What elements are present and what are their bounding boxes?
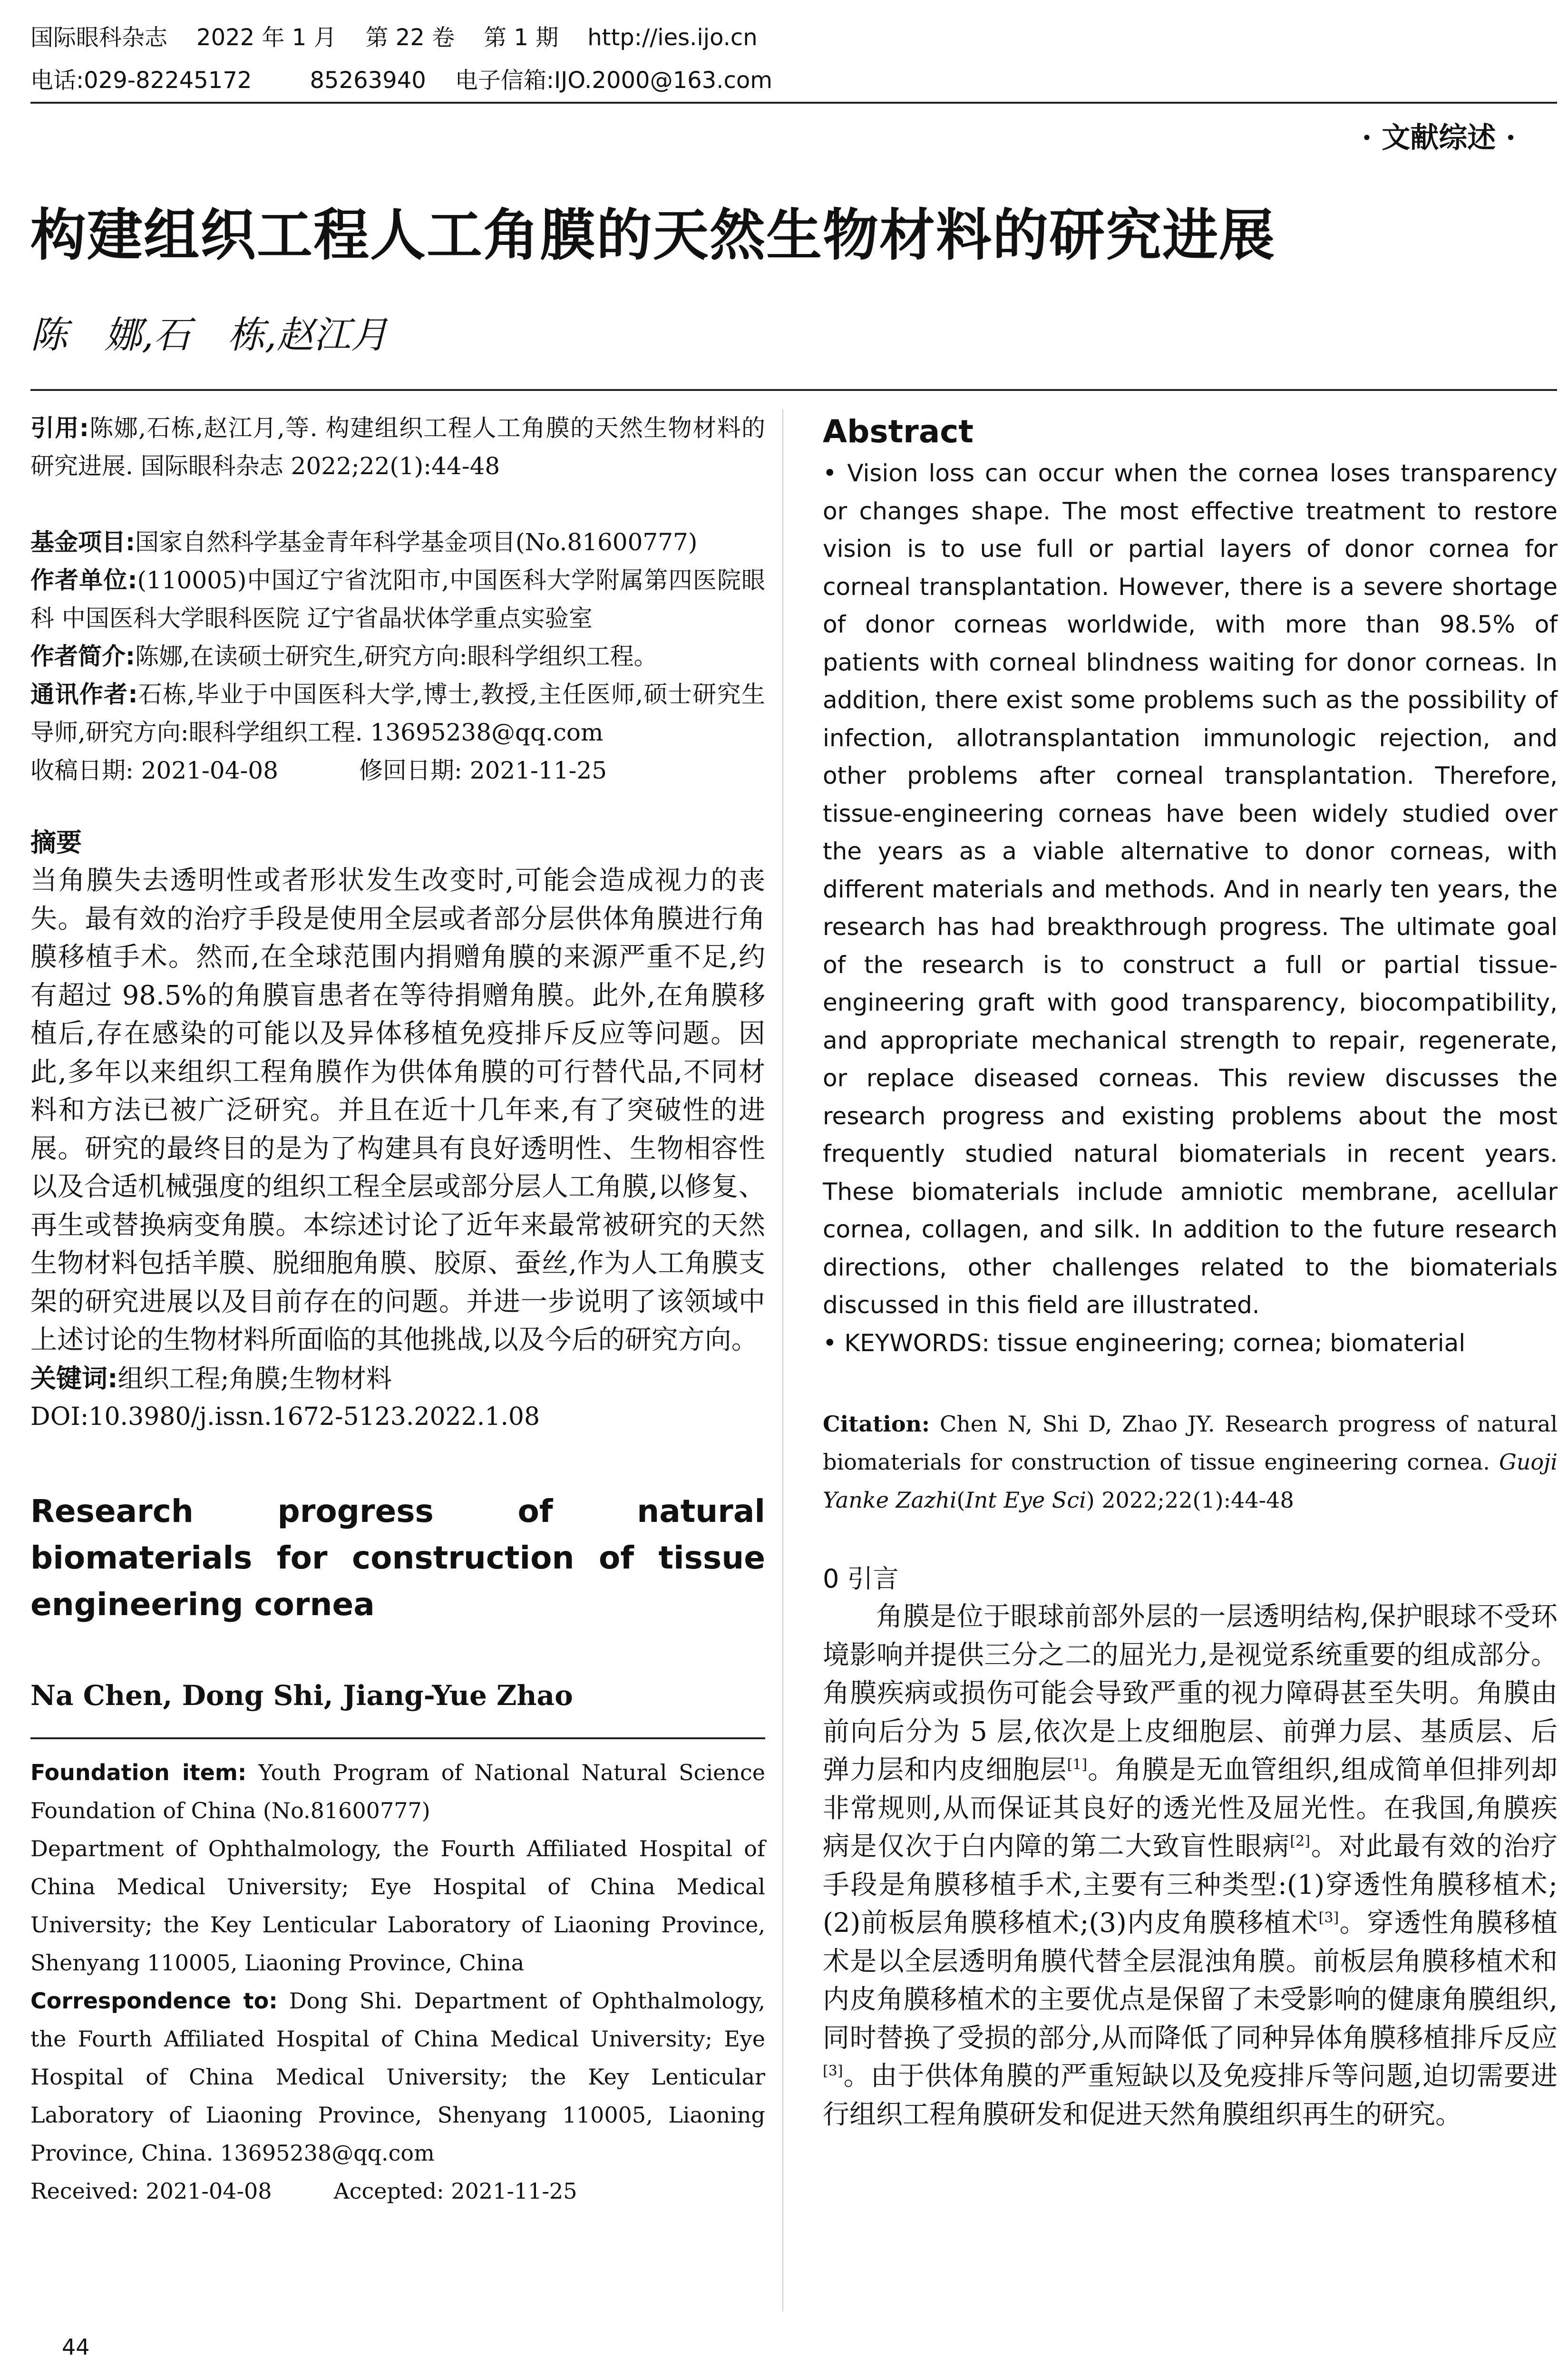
doi: DOI:10.3980/j.issn.1672-5123.2022.1.08: [30, 1402, 540, 1431]
column-divider: [782, 409, 783, 2311]
intro-text-2: 。角膜是无血管组织,组成简单但排列却非常规则,从而保证其良好的透光性及屈光性。在我国,角膜疾病是仅次于白内障的第二大致盲性眼病: [823, 1754, 1558, 1862]
cn-keywords-text: 组织工程;角膜;生物材料: [117, 1363, 392, 1393]
title-rule: [30, 389, 1557, 391]
en-citation: Citation: Chen N, Shi D, Zhao JY. Research progress of natural biomaterials for construction of tissue engineering cornea. Guoji Yanke Zazhi(Int Eye Sci) 2022;22(1):44-48: [823, 1411, 1558, 1513]
en-correspondence: [30, 1982, 765, 2172]
cn-fund-label: 基金项目:: [30, 528, 135, 556]
cn-unit: [30, 561, 765, 637]
en-authors: Na Chen, Dong Shi, Jiang-Yue Zhao: [30, 1679, 573, 1712]
en-title: Research progress of natural biomaterials for construction of tissue engineering cornea: [30, 1492, 765, 1623]
journal-header-line2: 电话:029-82245172 85263940 电子信箱:IJO.2000@163.com: [30, 67, 772, 94]
cn-unit-label: 作者单位:: [30, 566, 137, 594]
intro-text-3: 。对此最有效的治疗手段是角膜移植手术,主要有三种类型:(1)穿透性角膜移植术;(2)前板层角膜移植术;(3)内皮角膜移植术: [823, 1831, 1558, 1939]
header-rule: [30, 102, 1557, 104]
en-correspondence-text: Dong Shi. Department of Ophthalmology, the Fourth Affiliated Hospital of China Medical University; Eye Hospital of China Medical University; the Key Lenticular Laboratory of Liaoning Province, Shenyang 110005, Liaoning Province, China. 13695238@qq.com: [30, 1987, 765, 2166]
cn-revised-date: 修回日期: 2021-11-25: [359, 757, 607, 784]
ref-4: [3]: [823, 2063, 843, 2079]
intro-text-1: 角膜是位于眼球前部外层的一层透明结构,保护眼球不受环境影响并提供三分之二的屈光力,是视觉系统重要的组成部分。角膜疾病或损伤可能会导致严重的视力障碍甚至失明。角膜由前向后分为 5 层,依次是上皮细胞层、前弹力层、基质层、后弹力层和内皮细胞层: [823, 1601, 1558, 1785]
en-dates: [30, 2172, 765, 2210]
en-correspondence-label: Correspondence to:: [30, 1987, 278, 2014]
article-title: 构建组织工程人工角膜的天然生物材料的研究进展: [30, 203, 1276, 268]
en-department: Department of Ophthalmology, the Fourth Affiliated Hospital of China Medical University; Eye Hospital of China Medical University; the Key Lenticular Laboratory of Liaoning Province, Shenyang 110005, Liaoning Province, China: [30, 1835, 765, 1976]
intro-paragraph: [823, 1598, 1558, 2134]
section-tag: · 文献综述 ·: [1362, 121, 1516, 155]
cn-keywords-label: 关键词:: [30, 1363, 118, 1393]
cn-corr-label: 通讯作者:: [30, 681, 138, 708]
en-received-date: Received: 2021-04-08: [30, 2178, 272, 2204]
en-citation-journal: Guoji Yanke Zazhi: [823, 1449, 1558, 1513]
ref-2: [2]: [1290, 1833, 1310, 1850]
cn-fund-text: 国家自然科学基金青年科学基金项目(No.81600777): [135, 528, 698, 556]
en-abstract-heading: Abstract: [823, 413, 974, 450]
cn-received-date: 收稿日期: 2021-04-08: [30, 757, 279, 784]
intro-text-5: 。由于供体角膜的严重短缺以及免疫排斥等问题,迫切需要进行组织工程角膜研发和促进天然角膜组织再生的研究。: [823, 2061, 1558, 2130]
cn-citation: [30, 409, 765, 485]
cn-citation-label: 引用:: [30, 414, 89, 442]
en-foundation-label: Foundation item:: [30, 1759, 247, 1785]
en-citation-label: Citation:: [823, 1411, 930, 1437]
en-accepted-date: Accepted: 2021-11-25: [333, 2178, 577, 2204]
en-citation-journal-en: Int Eye Sci: [965, 1487, 1086, 1513]
page-number: 44: [62, 2334, 90, 2360]
ref-3: [3]: [1318, 1909, 1339, 1926]
journal-header-line1: 国际眼科杂志 2022 年 1 月 第 22 卷 第 1 期 http://ies.ijo.cn: [30, 24, 758, 51]
intro-heading: 0 引言: [823, 1564, 899, 1594]
cn-citation-text: 陈娜,石栋,赵江月,等. 构建组织工程人工角膜的天然生物材料的研究进展. 国际眼科杂志 2022;22(1):44-48: [30, 414, 765, 480]
en-citation-volume: ) 2022;22(1):44-48: [1086, 1487, 1294, 1513]
cn-abstract-heading: 摘要: [30, 828, 82, 857]
cn-correspondence: [30, 675, 765, 751]
cn-bio-label: 作者简介:: [30, 643, 135, 670]
cn-abstract-text: 当角膜失去透明性或者形状发生改变时,可能会造成视力的丧失。最有效的治疗手段是使用全层或者部分层供体角膜进行角膜移植手术。然而,在全球范围内捐赠角膜的来源严重不足,约有超过 98.5%的角膜盲患者在等待捐赠角膜。此外,在角膜移植后,存在感染的可能以及异体移植免疫排斥反应等问题。因此,多年以来组织工程角膜作为供体角膜的可行替代品,不同材料和方法已被广泛研究。并且在近十几年来,有了突破性的进展。研究的最终目的是为了构建具有良好透明性、生物相容性以及合适机械强度的组织工程全层或部分层人工角膜,以修复、再生或替换病变角膜。本综述讨论了近年来最常被研究的天然生物材料包括羊膜、脱细胞角膜、胶原、蚕丝,作为人工角膜支架的研究进展以及目前存在的问题。并进一步说明了该领域中上述讨论的生物材料所面临的其他挑战,以及今后的研究方向。: [30, 865, 765, 1355]
en-keywords: • KEYWORDS: tissue engineering; cornea; biomaterial: [823, 1329, 1466, 1357]
en-citation-text: Chen N, Shi D, Zhao JY. Research progress of natural biomaterials for construction of tissue engineering cornea.: [823, 1411, 1558, 1475]
cn-keywords: [30, 1360, 765, 1398]
cn-bio-text: 陈娜,在读硕士研究生,研究方向:眼科学组织工程。: [135, 643, 658, 670]
cn-fund: [30, 523, 765, 561]
right-column: [823, 409, 1558, 2134]
article-authors: 陈 娜,石 栋,赵江月: [30, 314, 388, 357]
cn-corr-text: 石栋,毕业于中国医科大学,博士,教授,主任医师,硕士研究生导师,研究方向:眼科学组织工程. 13695238@qq.com: [30, 681, 765, 746]
en-foundation: [30, 1754, 765, 1830]
cn-bio: [30, 637, 765, 675]
en-authors-rule: [30, 1737, 765, 1739]
cn-dates: [30, 751, 765, 789]
cn-unit-text: (110005)中国辽宁省沈阳市,中国医科大学附属第四医院眼科 中国医科大学眼科医院 辽宁省晶状体学重点实验室: [30, 566, 765, 632]
intro-text-4: 。穿透性角膜移植术是以全层透明角膜代替全层混浊角膜。前板层角膜移植术和内皮角膜移植术的主要优点是保留了未受影响的健康角膜组织,同时替换了受损的部分,从而降低了同种异体角膜移植排斥反应: [823, 1908, 1558, 2054]
en-foundation-text: Youth Program of National Natural Science Foundation of China (No.81600777): [30, 1759, 765, 1823]
ref-1: [1]: [1067, 1756, 1088, 1773]
left-column: [30, 409, 765, 2210]
en-abstract-text: • Vision loss can occur when the cornea loses transparency or changes shape. The most effective treatment to restore vision is to use full or partial layers of donor cornea for corneal transplantation. However, there is a severe shortage of donor corneas worldwide, with more than 98.5% of patients with corneal blindness waiting for donor corneas. In addition, there exist some problems such as the possibility of infection, allotransplantation immunologic rejection, and other problems after corneal transplantation. Therefore, tissue-engineering corneas have been widely studied over the years as a viable alternative to donor corneas, with different materials and methods. And in nearly ten years, the research has had breakthrough progress. The ultimate goal of the research is to construct a full or partial tissue-engineering graft with good transparency, biocompatibility, and appropriate mechanical strength to repair, regenerate, or replace diseased corneas. This review discusses the research progress and existing problems about the most frequently studied natural biomaterials in recent years. These biomaterials include amniotic membrane, acellular cornea, collagen, and silk. In addition to the future research directions, other challenges related to the biomaterials discussed in this field are illustrated.: [823, 459, 1558, 1319]
